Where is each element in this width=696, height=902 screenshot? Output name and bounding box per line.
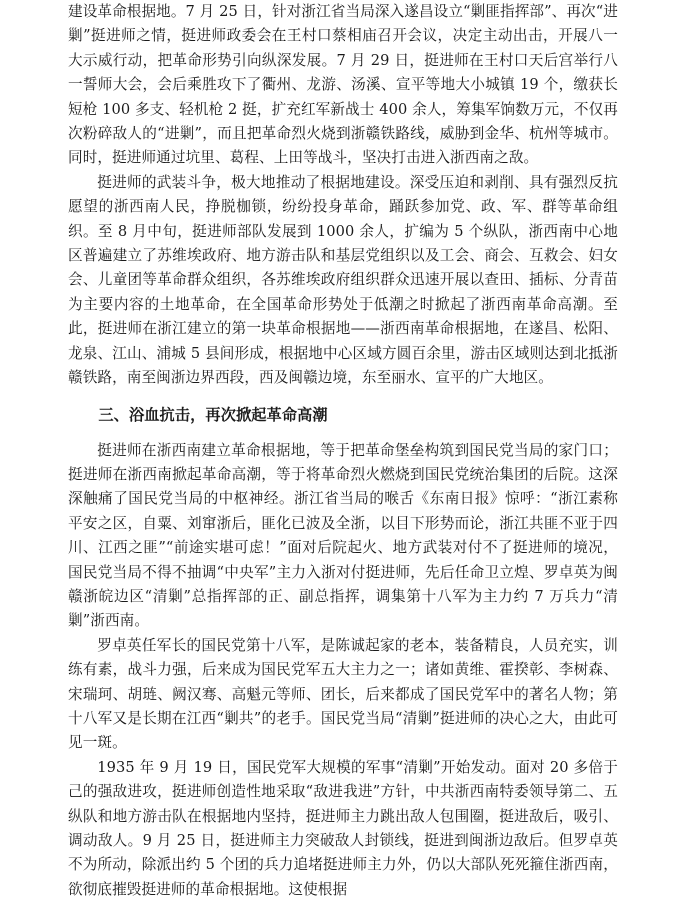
paragraph-5: 1935 年 9 月 19 日，国民党军大规模的军事“清剿”开始发动。面对 20 多倍于己的强敌进攻，挺进师创造性地采取“敌进我进”方针，中共浙西南特委领导第二、五纵队和地方游击队在根据地内坚持，挺进师主力跳出敌人包围圈，挺进敌后，吸引、调动敌人。9 月 25 日，挺进师主力突破敌人封锁线，挺进到闽浙边敌后。但罗卓英不为所动，除派出约 5 个团的兵力追堵挺进师主力外，仍以大部队死死箍住浙西南，欲彻底摧毁挺进师的革命根据地。这使根据 (68, 758, 618, 898)
paragraph-1: 建设革命根据地。7 月 25 日，针对浙江省当局深入遂昌设立“剿匪指挥部”、再次“进剿”挺进师之情，挺进师政委会在王村口蔡相庙召开会议，决定主动出击，开展八一大示威行动，把革命形势引向纵深发展。7 月 29 日，挺进师在王村口天后宫举行八一誓师大会，会后乘胜攻下了衢州、龙游、汤溪、宣平等地大小城镇 19 个，缴获长短枪 100 多支、轻机枪 2 挺，扩充红军新战士 400 余人，筹集军饷数万元，不仅再次粉碎敌人的“进剿”，而且把革命烈火烧到浙赣铁路线，威胁到金华、杭州等城市。同时，挺进师通过坑里、葛程、上田等战斗，坚决打击进入浙西南之敌。 (68, 3, 618, 167)
paragraph-4: 罗卓英任军长的国民党第十八军，是陈诚起家的老本，装备精良，人员充实，训练有素，战斗力强，后来成为国民党军五大主力之一；诸如黄维、霍揆彰、李树森、宋瑞珂、胡琏、阙汉骞、高魁元等师、团长，后来都成了国民党军中的著名人物；第十八军又是长期在江西“剿共”的老手。国民党当局“清剿”挺进师的决心之大，由此可见一斑。 (68, 636, 618, 752)
paragraph-3: 挺进师在浙西南建立革命根据地，等于把革命堡垒构筑到国民党当局的家门口；挺进师在浙西南掀起革命高潮，等于将革命烈火燃烧到国民党统治集团的后院。这深深触痛了国民党当局的中枢神经。浙江省当局的喉舌《东南日报》惊呼：“浙江素称平安之区，自粟、刘窜浙后，匪化已波及全浙，以目下形势而论，浙江共匪不亚于四川、江西之匪”“前途实堪可虑！”面对后院起火、地方武装对付不了挺进师的境况，国民党当局不得不抽调“中央军”主力入浙对付挺进师，先后任命卫立煌、罗卓英为闽赣浙皖边区“清剿”总指挥部的正、副总指挥，调集第十八军为主力约 7 万兵力“清剿”浙西南。 (68, 441, 618, 630)
paragraph-2: 挺进师的武装斗争，极大地推动了根据地建设。深受压迫和剥削、具有强烈反抗愿望的浙西南人民，挣脱枷锁，纷纷投身革命，踊跃参加党、政、军、群等革命组织。至 8 月中旬，挺进师部队发展到 1000 余人，扩编为 5 个纵队，浙西南中心地区普遍建立了苏维埃政府、地方游击队和基层党组织以及工会、商会、互救会、妇女会、儿童团等革命群众组织，各苏维埃政府组织群众迅速开展以查田、插标、分青苗为主要内容的土地革命，在全国革命形势处于低潮之时掀起了浙西南革命高潮。至此，挺进师在浙江建立的第一块革命根据地——浙西南革命根据地，在遂昌、松阳、龙泉、江山、浦城 5 县间形成，根据地中心区域方圆百余里，游击区域则达到北抵浙赣铁路，南至闽浙边界西段，西及闽赣边境，东至丽水、宣平的广大地区。 (68, 173, 618, 387)
document-page (68, 0, 618, 902)
section-heading: 三、浴血抗击，再次掀起革命高潮 (98, 405, 328, 424)
